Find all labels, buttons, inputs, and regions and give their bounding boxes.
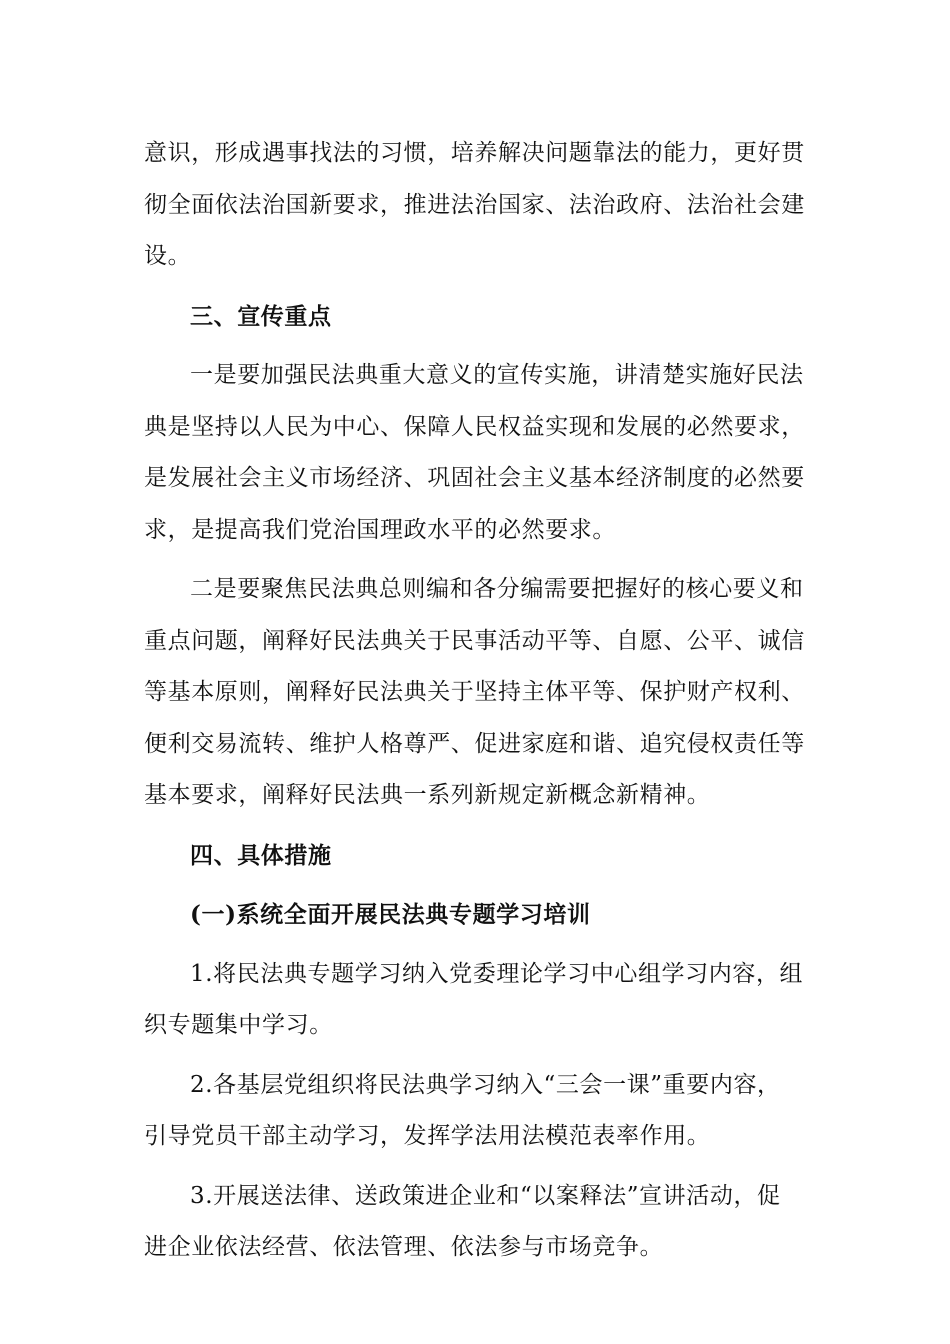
text-line: 一是要加强民法典重大意义的宣传实施，讲清楚实施好民法 xyxy=(190,362,804,388)
text-line: 设。 xyxy=(144,243,192,269)
heading-line: (一)系统全面开展民法典专题学习培训 xyxy=(190,901,591,928)
text-line: 典是坚持以人民为中心、保障人民权益实现和发展的必然要求， xyxy=(144,413,805,440)
text-line: 重点问题，阐释好民法典关于民事活动平等、自愿、公平、诚信 xyxy=(144,627,805,654)
heading-line: 三、宣传重点 xyxy=(190,302,332,330)
text-line: 二是要聚焦民法典总则编和各分编需要把握好的核心要义和 xyxy=(190,576,804,602)
text-line: 2.各基层党组织将民法典学习纳入“三会一课”重要内容， xyxy=(190,1071,781,1098)
text-line: 基本要求，阐释好民法典一系列新规定新概念新精神。 xyxy=(144,782,711,808)
list-item-2 xyxy=(144,1060,808,1163)
text-line: 便利交易流转、维护人格尊严、促进家庭和谐、追究侵权责任等 xyxy=(144,730,805,757)
paragraph-continuation xyxy=(144,128,808,283)
text-line: 进企业依法经营、依法管理、依法参与市场竞争。 xyxy=(144,1234,664,1260)
text-line: 1.将民法典专题学习纳入党委理论学习中心组学习内容，组 xyxy=(190,960,804,987)
section-heading-specific-measures xyxy=(144,830,808,882)
text-line: 意识，形成遇事找法的习惯，培养解决问题靠法的能力，更好贯 xyxy=(144,140,805,166)
list-item-1 xyxy=(144,949,808,1052)
text-line: 彻全面依法治国新要求，推进法治国家、法治政府、法治社会建 xyxy=(144,191,805,218)
paragraph-second-point xyxy=(144,564,808,822)
text-line: 3.开展送法律、送政策进企业和“以案释法”宣讲活动，促 xyxy=(190,1182,781,1209)
text-line: 是发展社会主义市场经济、巩固社会主义基本经济制度的必然要 xyxy=(144,465,805,491)
list-item-3 xyxy=(144,1171,808,1274)
paragraph-first-point xyxy=(144,350,808,556)
text-line: 等基本原则，阐释好民法典关于坚持主体平等、保护财产权利、 xyxy=(144,679,805,705)
document-body xyxy=(144,128,808,1274)
section-heading-publicity-focus xyxy=(144,291,808,343)
heading-line: 四、具体措施 xyxy=(190,841,332,869)
text-line: 引导党员干部主动学习，发挥学法用法模范表率作用。 xyxy=(144,1123,711,1149)
subsection-heading-study-training xyxy=(144,889,808,941)
text-line: 求，是提高我们党治国理政水平的必然要求。 xyxy=(144,516,616,543)
text-line: 织专题集中学习。 xyxy=(144,1012,333,1038)
